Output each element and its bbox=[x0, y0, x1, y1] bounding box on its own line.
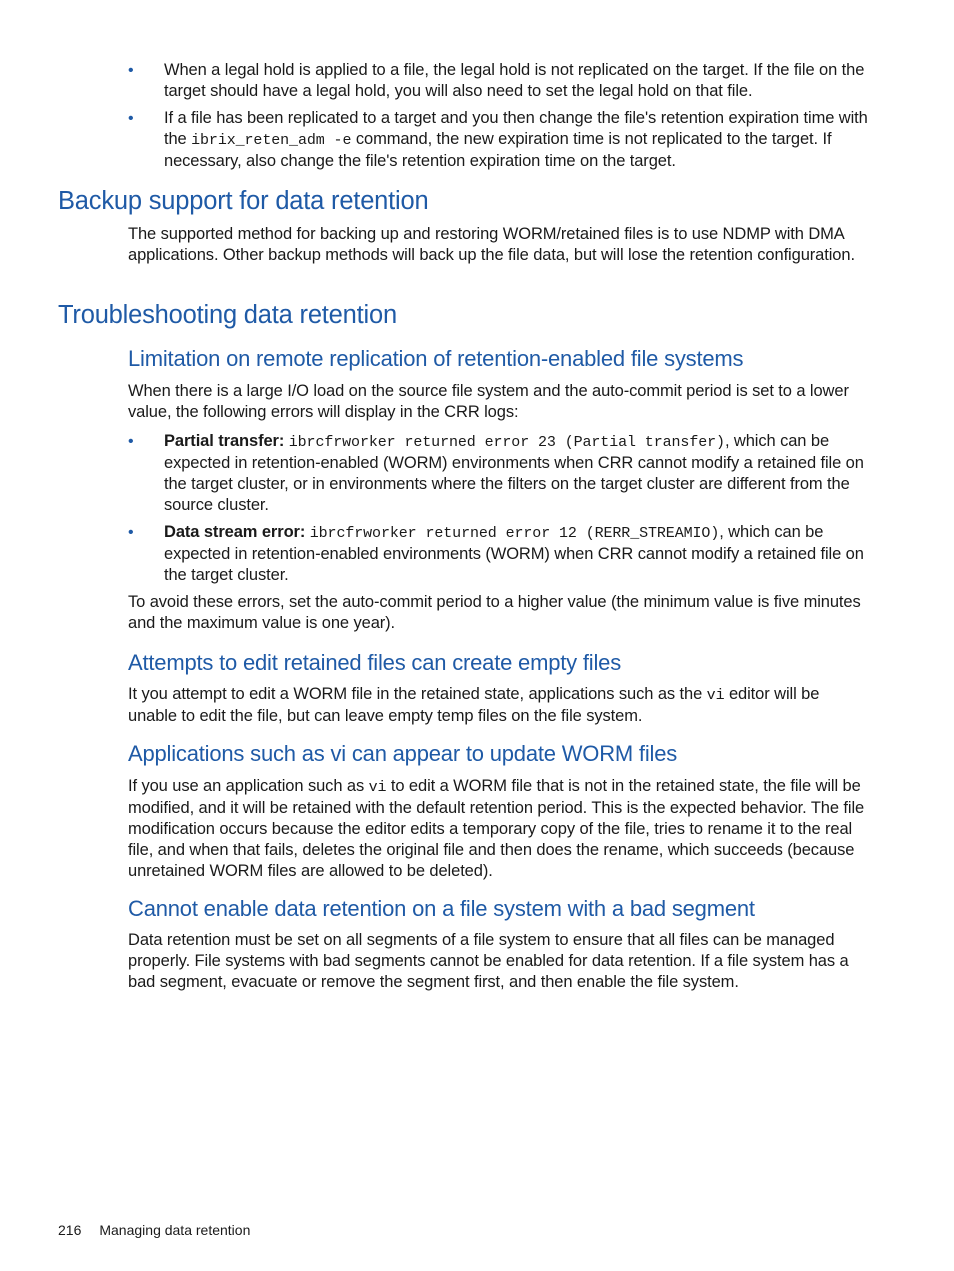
bullet-label: Partial transfer: bbox=[164, 432, 285, 450]
list-item bbox=[128, 522, 870, 586]
subsection-heading-applications: Applications such as vi can appear to update WORM files bbox=[128, 741, 678, 766]
section-heading-troubleshooting: Troubleshooting data retention bbox=[58, 301, 397, 329]
list-item bbox=[128, 60, 870, 102]
limitation-intro-paragraph: When there is a large I/O load on the source file system and the auto-commit period is set to a lower value, the following errors will display in the CRR logs: bbox=[128, 382, 849, 421]
vi-code: vi bbox=[706, 687, 725, 704]
error-bullet-list bbox=[128, 431, 870, 592]
error-code: ibrcfrworker returned error 23 (Partial transfer) bbox=[288, 434, 725, 451]
command-code: ibrix_reten_adm -e bbox=[191, 132, 352, 149]
backup-paragraph: The supported method for backing up and restoring WORM/retained files is to use NDMP with DMA applications. Other backup methods will back up the file data, but will lose the retention configuration. bbox=[128, 225, 855, 264]
attempts-text-post: editor will be unable to edit the file, but can leave empty temp files on the file system. bbox=[128, 685, 820, 725]
bullet-text-post: command, the new expiration time is not replicated to the target. If necessary, also change the file's retention expiration time on the target. bbox=[164, 130, 832, 170]
applications-text-post: to edit a WORM file that is not in the retained state, the file will be modified, and it will be retained with the default retention period. This is the expected behavior. The file modification occurs because the editor edits a temporary copy of the file, tries to rename it to the real file, and when that fails, deletes the original file and then does the rename, which succeeds (because unretained WORM files are allowed to be deleted). bbox=[128, 777, 865, 880]
intro-bullet-list bbox=[128, 60, 870, 178]
subsection-heading-bad-segment: Cannot enable data retention on a file system with a bad segment bbox=[128, 896, 755, 921]
bullet-text-post: , which can be expected in retention-enabled (WORM) environments when CRR cannot modify a retained file on the target cluster, or in environments where the filters on the target cluster are different from the source cluster. bbox=[164, 432, 864, 514]
applications-paragraph bbox=[128, 776, 870, 882]
bullet-text-post: , which can be expected in retention-enabled environments (WORM) when CRR cannot modify a retained file on the target cluster. bbox=[164, 523, 864, 584]
section-heading-backup: Backup support for data retention bbox=[58, 187, 429, 215]
footer-section-title: Managing data retention bbox=[99, 1222, 251, 1238]
subsection-heading-attempts: Attempts to edit retained files can create empty files bbox=[128, 650, 621, 675]
list-item bbox=[128, 108, 870, 172]
bullet-icon: • bbox=[128, 433, 134, 450]
list-item bbox=[128, 431, 870, 516]
vi-code: vi bbox=[368, 779, 387, 796]
bullet-label: Data stream error: bbox=[164, 523, 306, 541]
bullet-text-pre: If a file has been replicated to a target and you then change the file's retention expiration time with the bbox=[164, 109, 868, 148]
bullet-icon: • bbox=[128, 524, 134, 541]
bullet-icon: • bbox=[128, 110, 134, 127]
error-code: ibrcfrworker returned error 12 (RERR_STREAMIO) bbox=[309, 525, 720, 542]
limitation-outro-paragraph: To avoid these errors, set the auto-commit period to a higher value (the minimum value is five minutes and the maximum value is one year). bbox=[128, 593, 861, 632]
attempts-paragraph bbox=[128, 684, 870, 727]
bad-segment-paragraph: Data retention must be set on all segments of a file system to ensure that all files can be managed properly. File systems with bad segments cannot be enabled for data retention. If a file system has a bad segment, evacuate or remove the segment first, and then enable the file system. bbox=[128, 931, 849, 991]
page-footer bbox=[58, 1222, 250, 1238]
page-number: 216 bbox=[58, 1222, 82, 1238]
attempts-text-pre: It you attempt to edit a WORM file in the retained state, applications such as the bbox=[128, 685, 707, 703]
subsection-heading-limitation: Limitation on remote replication of retention-enabled file systems bbox=[128, 346, 744, 371]
bullet-text: When a legal hold is applied to a file, the legal hold is not replicated on the target. If the file on the target should have a legal hold, you will also need to set the legal hold on that file. bbox=[164, 61, 865, 100]
bullet-icon: • bbox=[128, 62, 134, 79]
applications-text-pre: If you use an application such as bbox=[128, 777, 369, 795]
